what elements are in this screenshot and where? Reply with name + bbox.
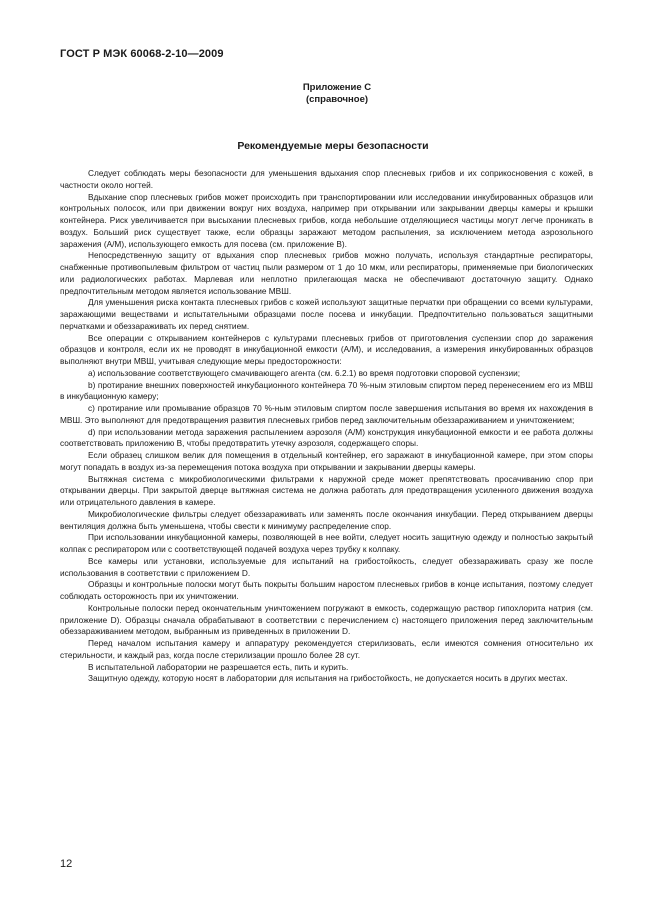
paragraph: Вдыхание спор плесневых грибов может происходить при транспортировании или исследовании инкубированных образцов или контрольных полосок, или при движении вокруг них воздуха, например при открывании или закрывании дверцы камеры и крышки контейнера. Риск увеличивается при высыхании плесневых грибов, когда небольшие отделяющиеся частицы могут легче проникать в воздух. Больший риск существует также, если образцы заражают методом распыления, за исключением метода аэрозольного заражения (А/М), использующего емкость для посева (см. приложение В). bbox=[60, 191, 593, 249]
paragraph: Все камеры или установки, используемые для испытаний на грибостойкость, следует обеззараживать сразу же после использования в соответствии с приложением D. bbox=[60, 555, 593, 578]
document-header: ГОСТ Р МЭК 60068-2-10—2009 bbox=[60, 48, 224, 60]
page-number: 12 bbox=[60, 858, 73, 870]
list-item: а) использование соответствующего смачивающего агента (см. 6.2.1) во время подготовки споровой суспензии; bbox=[88, 367, 521, 378]
paragraph: При использовании инкубационной камеры, позволяющей в нее войти, следует носить защитную одежду и полностью закрытый колпак с респиратором или с соответствующей подачей воздуха через трубку к колпаку. bbox=[60, 532, 593, 554]
paragraph: Перед началом испытания камеру и аппаратуру рекомендуется стерилизовать, если имеются сомнения относительно их стерильности, и каждый раз, когда после стерилизации прошло более 28 сут. bbox=[60, 638, 593, 660]
paragraph: Контрольные полоски перед окончательным уничтожением погружают в емкость, содержащую раствор гипохлорита натрия (см. приложение D). Образцы сначала обрабатывают в соответствии с перечислением с) настоящего приложения перед заключительным обеззараживанием методом, выбранным из приведенных в приложении D. bbox=[60, 602, 593, 637]
annex-heading bbox=[0, 82, 646, 106]
paragraph: Вытяжная система с микробиологическими фильтрами к наружной среде может препятствовать просачиванию спор при открывании дверцы. При закрытой дверце вытяжная система не должна работать для предотвращения усиленного движения воздуха или отрицательного давления в камере. bbox=[60, 473, 593, 507]
paragraph: Для уменьшения риска контакта плесневых грибов с кожей используют защитные перчатки при обращении со всеми культурами, заражающими веществами и испытательными образцами после посева и инкубации. Предпочтительно пользоваться защитными перчатками и обеззараживать их перед снятием. bbox=[60, 297, 593, 331]
paragraph: Все операции с открыванием контейнеров с культурами плесневых грибов от приготовления суспензии спор до заражения образцов и контроля, если их не проводят в инкубационной емкости (А/М), и исследования, а измерения инкубированных образцов выполняют внутри МВШ, учитывая следующие меры предосторожности: bbox=[60, 332, 593, 366]
paragraph: Следует соблюдать меры безопасности для уменьшения вдыхания спор плесневых грибов и их соприкосновения с кожей, в частности около ногтей. bbox=[60, 168, 593, 190]
section-title: Рекомендуемые меры безопасности bbox=[237, 140, 429, 152]
paragraph: Если образец слишком велик для помещения в отдельный контейнер, его заражают в инкубационной камере, при этом споры могут попадать в воздух из-за перемещения потока воздуха при открывании и закрывании дверцы камеры. bbox=[60, 450, 593, 472]
paragraph: Микробиологические фильтры следует обеззараживать или заменять после окончания инкубации. Перед открыванием дверцы вентиляция должна быть уменьшена, чтобы свести к минимуму распределение спор. bbox=[60, 508, 593, 531]
annex-label: Приложение С bbox=[302, 82, 372, 93]
annex-type: (справочное) bbox=[305, 94, 369, 105]
paragraph: Образцы и контрольные полоски могут быть покрыты большим наростом плесневых грибов в конце испытания, поэтому следует соблюдать осторожность при их уничтожении. bbox=[60, 579, 593, 601]
body-text bbox=[60, 168, 593, 685]
paragraph: В испытательной лаборатории не разрешается есть, пить и курить. bbox=[88, 661, 349, 672]
paragraph: Защитную одежду, которую носят в лаборатории для испытания на грибостойкость, не допускается носить в других местах. bbox=[88, 673, 568, 684]
list-item: d) при использовании метода заражения распылением аэрозоля (А/М) конструкция инкубационной емкости и ее работа должны соответствовать приложению В, чтобы предотвратить утечку аэрозоля, содержащего споры. bbox=[60, 426, 593, 449]
list-item: b) протирание внешних поверхностей инкубационного контейнера 70 %-ным этиловым спиртом перед перенесением его из МВШ в инкубационную камеру; bbox=[60, 379, 593, 402]
paragraph: Непосредственную защиту от вдыхания спор плесневых грибов можно получать, используя стандартные респираторы, снабженные противопылевым фильтром от частиц пыли размером от 1 до 10 мкм, или респираторы, применяемые при биологических или радиологических работах. Марлевая или неплотно прилегающая маска не обеспечивают достаточную защиту. Однако предпочтительным методом является использование МВШ. bbox=[60, 250, 593, 296]
list-item: с) протирание или промывание образцов 70 %-ным этиловым спиртом после завершения испытания во время их нахождения в МВШ. Это выполняют для предотвращения развития плесневых грибов перед заключительным обеззараживанием и уничтожением; bbox=[60, 403, 593, 425]
